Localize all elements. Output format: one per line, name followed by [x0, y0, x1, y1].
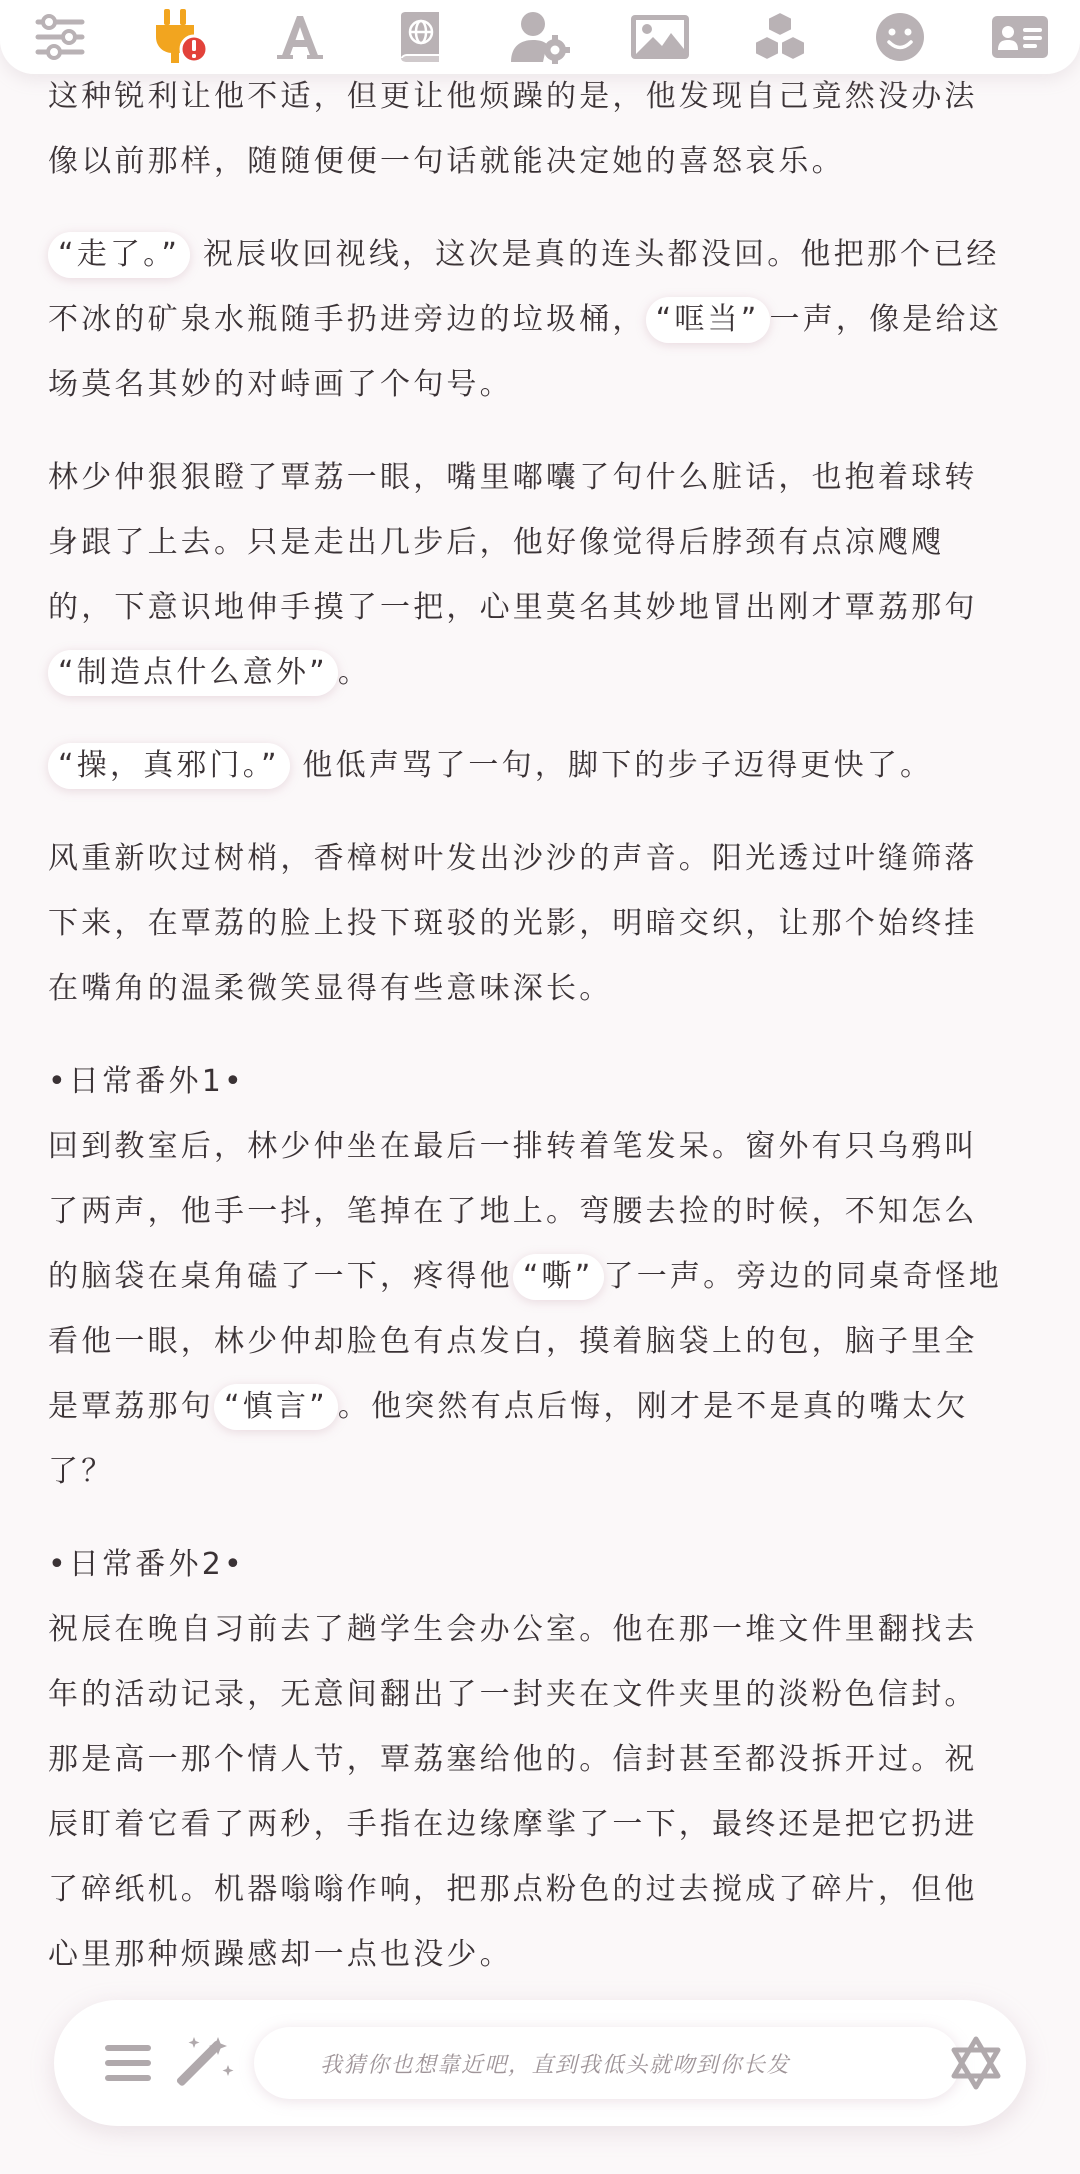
paragraph — [48, 826, 1008, 1021]
paragraph-text: 祝辰收回视线，这次是真的连头都没回。他把那个已经不冰的矿泉水瓶随手扔进旁边的垃圾桶， — [48, 237, 1000, 337]
book-globe-icon[interactable] — [378, 0, 462, 74]
sliders-icon[interactable] — [18, 0, 102, 74]
paragraph-text: 祝辰在晚自习前去了趟学生会办公室。他在那一堆文件里翻找去年的活动记录，无意间翻出了一封夹在文件夹里的淡粉色信封。那是高一那个情人节，覃荔塞给他的。信封甚至都没拆开过。祝辰盯着它看了两秒，手指在边缘摩挲了一下，最终还是把它扔进了碎纸机。机器嗡嗡作响，把那点粉色的过去搅成了碎片，但他心里那种烦躁感却一点也没少。 — [48, 1612, 978, 1972]
id-card-icon[interactable] — [978, 0, 1062, 74]
paragraph-text: 。 — [337, 655, 372, 690]
top-toolbar — [0, 0, 1080, 74]
dialogue-quote: “哐当” — [646, 297, 770, 343]
section-heading-text: •日常番外2• — [48, 1547, 245, 1582]
paragraph-text: 这种锐利让他不适，但更让他烦躁的是，他发现自己竟然没办法像以前那样，随随便便一句话就能决定她的喜怒哀乐。 — [48, 79, 978, 179]
paragraph-text: 。他突然有点后悔，刚才是不是真的嘴太欠了？ — [48, 1389, 969, 1489]
smiley-icon[interactable] — [858, 0, 942, 74]
paragraph — [48, 1114, 1008, 1504]
paragraph-text: 了一声。旁边的同桌奇怪地看他一眼，林少仲却脸色有点发白，摸着脑袋上的包，脑子里全是覃荔那句 — [48, 1259, 1002, 1424]
dialogue-quote: “操，真邪门。” — [48, 743, 290, 789]
dialogue-quote: “慎言” — [214, 1384, 338, 1430]
hexagram-icon[interactable] — [944, 2000, 1008, 2126]
section-heading — [48, 1532, 1008, 1597]
dialogue-quote: “制造点什么意外” — [48, 650, 338, 696]
magic-wand-icon[interactable] — [172, 2000, 238, 2126]
font-icon[interactable] — [258, 0, 342, 74]
paragraph — [48, 1597, 1008, 1987]
image-icon[interactable] — [618, 0, 702, 74]
paragraph-text: 他低声骂了一句，脚下的步子迈得更快了。 — [289, 748, 934, 783]
paragraph-text: 林少仲狠狠瞪了覃荔一眼，嘴里嘟囔了句什么脏话，也抱着球转身跟了上去。只是走出几步后，他好像觉得后脖颈有点凉飕飕的，下意识地伸手摸了一把，心里莫名其妙地冒出刚才覃荔那句 — [48, 460, 978, 625]
dialogue-quote: “走了。” — [48, 232, 190, 278]
paragraph — [48, 64, 1008, 194]
section-heading-text: •日常番外1• — [48, 1064, 245, 1099]
paragraph-text: 风重新吹过树梢，香樟树叶发出沙沙的声音。阳光透过叶缝筛落下来，在覃荔的脸上投下斑驳的光影，明暗交织，让那个始终挂在嘴角的温柔微笑显得有些意味深长。 — [48, 841, 978, 1006]
paragraph — [48, 445, 1008, 705]
paragraph-text: 一声，像是给这场莫名其妙的对峙画了个句号。 — [48, 302, 1002, 402]
dialogue-quote: “嘶” — [513, 1254, 604, 1300]
menu-icon[interactable] — [98, 2000, 158, 2126]
story-content — [48, 64, 1008, 1987]
bottom-input-bar — [54, 2000, 1026, 2126]
paragraph-text: 回到教室后，林少仲坐在最后一排转着笔发呆。窗外有只乌鸦叫了两声，他手一抖，笔掉在了地上。弯腰去捡的时候，不知怎么的脑袋在桌角磕了一下，疼得他 — [48, 1129, 978, 1294]
user-gear-icon[interactable] — [498, 0, 582, 74]
plug-alert-icon[interactable] — [138, 0, 222, 74]
paragraph — [48, 222, 1008, 417]
section-heading — [48, 1049, 1008, 1114]
cubes-icon[interactable] — [738, 0, 822, 74]
chat-input[interactable] — [254, 2027, 960, 2099]
paragraph — [48, 733, 1008, 798]
chat-input-text: 我猜你也想靠近吧，直到我低头就吻到你长发 — [320, 2052, 791, 2078]
